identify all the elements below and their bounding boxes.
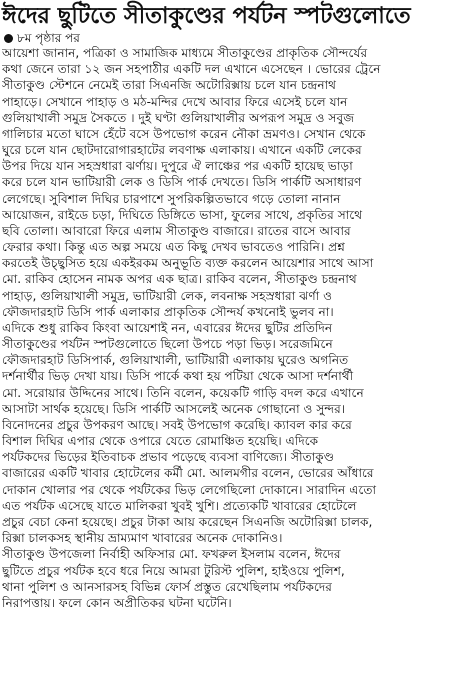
article-line: থানা পুলিশ ও আনসারসহ বিভিন্ন ফোর্স প্রস্তুত রেখেছিলাম পর্যটকদের (2, 579, 332, 594)
article-line: করতেই উচ্ছ্বসিত হয়ে একইরকম অনুভূতি ব্যক্ত করলেন আয়েশার সাথে আসা (2, 256, 374, 271)
article-line: বিনোদনের প্রচুর উপকরণ আছে। সবই উপভোগ করেছি। ক্যাবল কার করে (2, 417, 352, 432)
article-line: মো. সরোয়ার উদ্দিনের সাথে। তিনি বলেন, কয়েকটি গাড়ি বদল করে এখানে (2, 385, 364, 400)
article-line: প্রচুর বেচা কেনা হয়েছে। প্রচুর টাকা আয় করেছেন সিএনজি অটোরিক্সা চালক, (2, 514, 373, 529)
article-line: আসাটা সার্থক হয়েছে। ডিসি পার্কটি আসলেই অনেক গোছানো ও সুন্দর। (2, 401, 346, 416)
article-line: নিরাপত্তায়। ফলে কোন অপ্রীতিকর ঘটনা ঘটেনি। (2, 595, 232, 610)
article-line (2, 627, 474, 643)
article-line: পর্যটকদের ভিড়ের ইতিবাচক প্রভাব পড়েছে ব্যবসা বাণিজ্যে। সীতাকুণ্ড (2, 450, 335, 465)
article-line: এত পর্যটক এসেছে যাতে মালিকরা খুবই খুশি। প্রত্যেকটি খাবারের হোটেলে (2, 498, 357, 513)
article-line: বাজারের একটি খাবার হোটেলের কর্মী মো. আলমগীর বলেন, ভোরের আঁধারে (2, 466, 374, 481)
article-line: করে চলে যান ভাটিয়ারী লেক ও ডিসি পার্ক দেখতে। ডিসি পার্কটি অসাধারণ (2, 175, 362, 190)
article-line: লেগেছে। সুবিশাল দিঘির চারপাশে সুপরিকল্পিতভাবে গড়ে তোলা নানান (2, 191, 341, 206)
article-line: আয়েশা জানান, পত্রিকা ও সামাজিক মাধ্যমে সীতাকুণ্ডের প্রাকৃতিক সৌন্দর্যের (2, 46, 368, 60)
continued-from-text: ৮ম পৃষ্ঠার পর (17, 31, 80, 45)
article-line: উপর দিয়ে যান সহস্রধারা ঝর্ণায়। দুপুরে ঐ লাঞ্চের পর একটি হায়েছ ভাড়া (2, 159, 353, 174)
article-line: দোকান খোলার পর থেকে পর্যটকের ভিড় লেগেছিলো দোকানে। সারাদিন এতো (2, 482, 377, 497)
article-line: আয়োজন, রাইডে চড়া, দিঘিতে ডিঙ্গিতে ভাসা, ফুলের সাথে, প্রকৃতির সাথে (2, 207, 363, 222)
article-line: পাহাড়, গুলিয়াখালী সমুদ্র, ভাটিয়ারী লেক, লবনাক্ষ সহস্রধারা ঝর্ণা ও (2, 288, 333, 303)
article-headline: ঈদের ছুটিতে সীতাকুণ্ডের পর্যটন স্পটগুলোতে (2, 3, 411, 29)
article-line: সীতাকুণ্ড স্টেশনে নেমেই তারা সিএনজি অটোরিক্সায় চলে যান চন্দ্রনাথ (2, 78, 337, 93)
article-line: ছবি তোলা। আবারো ফিরে এলাম সীতাকুণ্ড বাজারে। রাতের বাসে আবার (2, 223, 351, 238)
article-line: গালিচার মতো ঘাসে হেঁটে বসে উপভোগ করেন নৌকা ভ্রমণও। সেখান থেকে (2, 126, 366, 141)
article-line: বিশাল দিঘির এপার থেকে ওপারে যেতে রোমাঞ্চিত হয়েছি। এদিকে (2, 434, 319, 449)
bullet-icon (4, 34, 13, 43)
article-line: ফেরার কথা। কিন্তু এত অল্প সময়ে এত কিছু দেখব ভাবতেও পারিনি। প্রশ্ন (2, 240, 345, 255)
article-line: সীতাকুণ্ড উপজেলা নির্বাহী অফিসার মো. ফখরুল ইসলাম বলেন, ঈদের (2, 547, 341, 562)
article-line: দর্শনার্থীর ভিড় দেখা যায়। ডিসি পার্কে কথা হয় পটিয়া থেকে আসা দর্শনার্থী (2, 369, 354, 384)
continued-from-marker (4, 30, 80, 46)
article-line: রিক্সা চালকসহ স্থানীয় ভ্রাম্যমাণ খাবারের অনেক দোকানিও। (2, 531, 283, 546)
article-line (2, 611, 474, 627)
article-line: পাহাড়ে। সেখানে পাহাড় ও মঠ-মন্দির দেখে আবার ফিরে এসেই চলে যান (2, 94, 348, 109)
article-line: ছুটিতে প্রচুর পর্যটক হবে ধরে নিয়ে আমরা টুরিস্ট পুলিশ, হাইওয়ে পুলিশ, (2, 563, 345, 578)
article-line: সীতাকুণ্ডের পর্যটন স্পটগুলোতে ছিলো উপচে পড়া ভিড়। সরেজমিনে (2, 337, 333, 352)
article-line: মো. রাকিব হোসেন নামক অপর এক ছাত্র। রাকিব বলেন, সীতাকুণ্ড চন্দ্রনাথ (2, 272, 357, 287)
article-line: গুলিয়াখালী সমুদ্র সৈকতে । দুই ঘণ্টা গুলিয়াখালীর অপরূপ সমুদ্র ও সবুজ (2, 110, 355, 125)
article-line: ফৌজদারহাট ডিসি পার্ক এলাকার প্রাকৃতিক সৌন্দর্য কখনোই ভুলব না। (2, 304, 334, 319)
article-line: কথা জেনে তারা ১২ জন সহপাঠীর একটি দল এখানে এসেছেন । ভোরের ট্রেনে (2, 62, 381, 77)
article-line: ঘুরে চলে যান ছোটদারোগারহাটের লবণাক্ষ এলাকায়। এখানে একটি লেকের (2, 143, 362, 158)
article-body (2, 45, 474, 643)
article-line: এদিকে শুধু রাকিব কিংবা আয়েশাই নন, এবারের ঈদের ছুটির প্রতিদিন (2, 320, 333, 335)
article-line: ফৌজদারহাট ডিসিপার্ক, গুলিয়াখালী, ভাটিয়ারী এলাকায় ঘুরেও অগনিত (2, 353, 349, 368)
